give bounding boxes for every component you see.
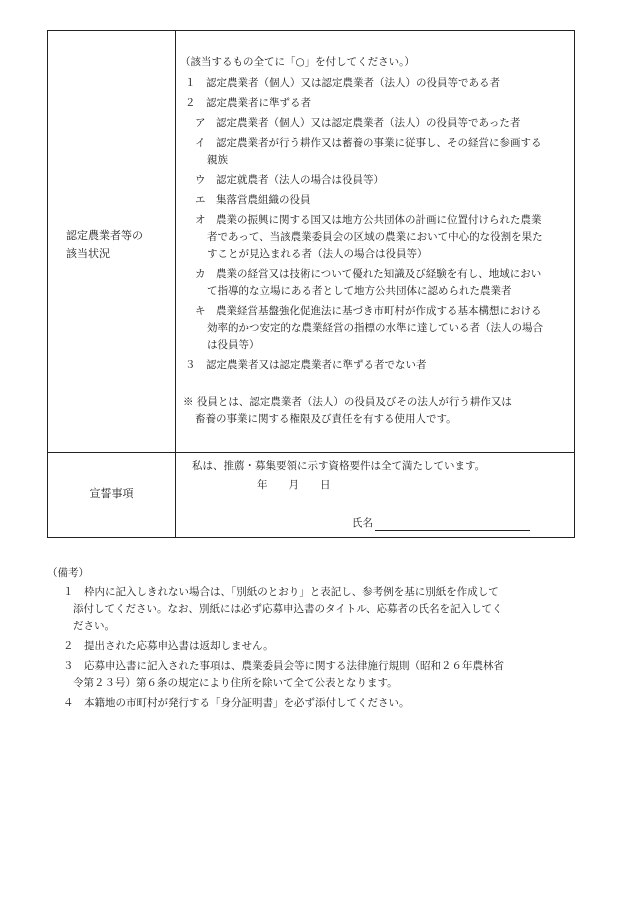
status-label-line1: 認定農業者等の bbox=[66, 229, 143, 242]
date-field[interactable]: 年 月 日 bbox=[257, 479, 331, 491]
oath-statement: 私は、推薦・募集要領に示す資格要件は全て満たしています。 bbox=[192, 460, 486, 472]
option-2-i-line2: 親族 bbox=[207, 154, 228, 166]
option-2-ka-line1[interactable]: カ 農業の経営又は技術について優れた知識及び経験を有し、地域におい bbox=[195, 268, 542, 280]
note-1-line3: ださい。 bbox=[73, 620, 115, 632]
status-label-line2: 該当状況 bbox=[66, 246, 110, 260]
status-content-cell[interactable] bbox=[176, 31, 574, 452]
status-label bbox=[66, 227, 169, 262]
note-1-line1: １ 枠内に記入しきれない場合は、「別紙のとおり」と表記し、参考例を基に別紙を作成して bbox=[63, 586, 499, 598]
application-form-table bbox=[47, 30, 575, 538]
option-2-o-line3: すことが見込まれる者（法人の場合は役員等） bbox=[207, 248, 428, 260]
option-3[interactable]: ３ 認定農業者又は認定農業者に準ずる者でない者 bbox=[185, 359, 427, 371]
option-2-u[interactable]: ウ 認定就農者（法人の場合は役員等） bbox=[195, 174, 384, 186]
note-2: ２ 提出された応募申込書は返却しません。 bbox=[63, 640, 274, 652]
signature-field[interactable] bbox=[352, 515, 530, 531]
remark-line1: ※ 役員とは、認定農業者（法人）の役員及びその法人が行う耕作又は bbox=[183, 396, 512, 408]
option-2-o-line1[interactable]: オ 農業の振興に関する国又は地方公共団体の計画に位置付けられた農業 bbox=[195, 214, 542, 226]
option-2-a[interactable]: ア 認定農業者（個人）又は認定農業者（法人）の役員等であった者 bbox=[195, 117, 521, 129]
option-2-o-line2: 者であって、当該農業委員会の区域の農業において中心的な役割を果た bbox=[207, 231, 543, 243]
oath-content-cell bbox=[176, 453, 574, 538]
note-3-line2: 令第２３号）第６条の規定により住所を除いて全て公表となります。 bbox=[73, 677, 398, 689]
oath-label: 宣誓事項 bbox=[89, 487, 134, 500]
note-4: ４ 本籍地の市町村が発行する「身分証明書」を必ず添付してください。 bbox=[63, 697, 410, 709]
option-2-i-line1[interactable]: イ 認定農業者が行う耕作又は蓄養の事業に従事し、その経営に参画する bbox=[195, 137, 542, 149]
oath-row bbox=[48, 453, 574, 538]
option-2-ki-line3: は役員等） bbox=[207, 339, 260, 351]
option-2-ki-line1[interactable]: キ 農業経営基盤強化促進法に基づき市町村が作成する基本構想における bbox=[195, 305, 542, 317]
option-2-e[interactable]: エ 集落営農組織の役員 bbox=[195, 194, 311, 206]
option-1[interactable]: １ 認定農業者（個人）又は認定農業者（法人）の役員等である者 bbox=[185, 77, 500, 89]
name-label: 氏名 bbox=[352, 517, 373, 529]
oath-label-cell bbox=[48, 453, 176, 538]
note-3-line1: ３ 応募申込書に記入された事項は、農業委員会等に関する法律施行規則（昭和２６年農林省 bbox=[63, 660, 504, 672]
instruction-text: （該当するもの全てに「○」を付してください。） bbox=[180, 56, 415, 68]
signature-line[interactable] bbox=[375, 518, 530, 531]
option-2-ka-line2: て指導的な立場にある者として地方公共団体に認められた農業者 bbox=[207, 285, 512, 297]
status-label-cell bbox=[48, 31, 176, 452]
note-1-line2: 添付してください。なお、別紙には必ず応募申込書のタイトル、応募者の氏名を記入してく bbox=[73, 603, 503, 615]
certified-farmer-status-row bbox=[48, 31, 574, 453]
option-2-ki-line2: 効率的かつ安定的な農業経営の指標の水準に達している者（法人の場合 bbox=[207, 322, 543, 334]
option-2[interactable]: ２ 認定農業者に準ずる者 bbox=[185, 97, 311, 109]
remark-line2: 畜養の事業に関する権限及び責任を有する使用人です。 bbox=[195, 413, 457, 425]
notes-heading: （備考） bbox=[47, 567, 89, 579]
